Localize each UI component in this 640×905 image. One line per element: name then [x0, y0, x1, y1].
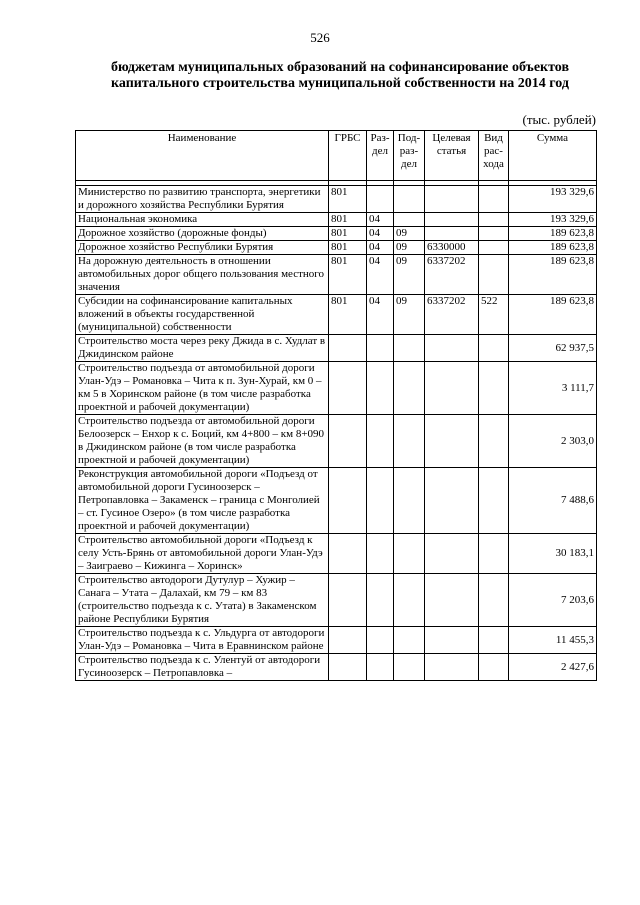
table-row	[76, 627, 597, 654]
cell-grbs	[329, 468, 367, 534]
table-row	[76, 255, 597, 295]
cell-podrazdel	[394, 362, 425, 415]
cell-tselevaya	[425, 627, 479, 654]
cell-tselevaya: 6330000	[425, 241, 479, 255]
cell-podrazdel: 09	[394, 295, 425, 335]
cell-razdel: 04	[367, 241, 394, 255]
cell-tselevaya	[425, 574, 479, 627]
cell-razdel: 04	[367, 255, 394, 295]
cell-name: Строительство подъезда от автомобильной дороги Улан-Удэ – Романовка – Чита к п. Зун-Хурай, км 0 – км 5 в Хоринском районе (в том числе разработка проектной и рабочей документации)	[76, 362, 329, 415]
column-header-razdel: Раз-дел	[367, 131, 394, 181]
column-header-name: Наименование	[76, 131, 329, 181]
cell-razdel	[367, 468, 394, 534]
cell-razdel	[367, 654, 394, 681]
cell-grbs	[329, 654, 367, 681]
cell-vid	[479, 362, 509, 415]
cell-podrazdel	[394, 415, 425, 468]
cell-grbs: 801	[329, 295, 367, 335]
cell-name: Дорожное хозяйство Республики Бурятия	[76, 241, 329, 255]
cell-razdel	[367, 627, 394, 654]
cell-tselevaya	[425, 186, 479, 213]
cell-podrazdel	[394, 213, 425, 227]
cell-podrazdel	[394, 335, 425, 362]
cell-vid	[479, 627, 509, 654]
cell-podrazdel: 09	[394, 241, 425, 255]
cell-tselevaya	[425, 227, 479, 241]
cell-vid	[479, 415, 509, 468]
cell-grbs	[329, 335, 367, 362]
cell-name: Национальная экономика	[76, 213, 329, 227]
cell-vid	[479, 574, 509, 627]
cell-tselevaya	[425, 213, 479, 227]
cell-vid	[479, 335, 509, 362]
table-row	[76, 534, 597, 574]
cell-summa: 189 623,8	[509, 255, 597, 295]
cell-name: Строительство подъезда к с. Ульдурга от автодороги Улан-Удэ – Романовка – Чита в Еравнинском районе	[76, 627, 329, 654]
cell-vid: 522	[479, 295, 509, 335]
cell-razdel	[367, 574, 394, 627]
cell-razdel	[367, 362, 394, 415]
cell-grbs	[329, 627, 367, 654]
cell-vid	[479, 241, 509, 255]
column-header-tselevaya: Целевая статья	[425, 131, 479, 181]
cell-summa: 193 329,6	[509, 186, 597, 213]
cell-vid	[479, 186, 509, 213]
table-row	[76, 415, 597, 468]
cell-tselevaya	[425, 415, 479, 468]
cell-summa: 30 183,1	[509, 534, 597, 574]
cell-tselevaya: 6337202	[425, 255, 479, 295]
table-row	[76, 362, 597, 415]
table-body	[76, 181, 597, 681]
column-header-grbs: ГРБС	[329, 131, 367, 181]
cell-vid	[479, 468, 509, 534]
cell-tselevaya	[425, 654, 479, 681]
cell-tselevaya	[425, 534, 479, 574]
cell-podrazdel	[394, 654, 425, 681]
cell-summa: 189 623,8	[509, 295, 597, 335]
cell-vid	[479, 227, 509, 241]
cell-vid	[479, 654, 509, 681]
cell-summa: 7 203,6	[509, 574, 597, 627]
cell-razdel	[367, 534, 394, 574]
cell-podrazdel	[394, 468, 425, 534]
cell-grbs: 801	[329, 213, 367, 227]
cell-summa: 193 329,6	[509, 213, 597, 227]
cell-tselevaya: 6337202	[425, 295, 479, 335]
table-header-row	[76, 131, 597, 181]
cell-razdel: 04	[367, 295, 394, 335]
cell-tselevaya	[425, 468, 479, 534]
cell-podrazdel	[394, 186, 425, 213]
cell-name: Министерство по развитию транспорта, энергетики и дорожного хозяйства Республики Бурятия	[76, 186, 329, 213]
cell-name: Строительство подъезда от автомобильной дороги Белоозерск – Енхор к с. Боций, км 4+800 – км 8+090 в Джидинском районе (в том числе разработка проектной и рабочей документации)	[76, 415, 329, 468]
cell-grbs: 801	[329, 227, 367, 241]
cell-name: Строительство моста через реку Джида в с. Худлат в Джидинском районе	[76, 335, 329, 362]
cell-name: Субсидии на софинансирование капитальных вложений в объекты государственной (муниципальной) собственности	[76, 295, 329, 335]
cell-podrazdel: 09	[394, 255, 425, 295]
table-row	[76, 213, 597, 227]
document-title: бюджетам муниципальных образований на софинансирование объектов капитального строительства муниципальной собственности на 2014 год	[110, 60, 570, 91]
cell-name: На дорожную деятельность в отношении автомобильных дорог общего пользования местного значения	[76, 255, 329, 295]
page-number: 526	[310, 30, 330, 45]
cell-razdel	[367, 415, 394, 468]
cell-podrazdel	[394, 627, 425, 654]
cell-name: Дорожное хозяйство (дорожные фонды)	[76, 227, 329, 241]
table-row	[76, 335, 597, 362]
cell-grbs	[329, 415, 367, 468]
cell-podrazdel	[394, 534, 425, 574]
cell-razdel	[367, 186, 394, 213]
cell-razdel	[367, 335, 394, 362]
cell-name: Строительство подъезда к с. Улентуй от автодороги Гусиноозерск – Петропавловка –	[76, 654, 329, 681]
cell-name: Строительство автомобильной дороги «Подъезд к селу Усть-Брянь от автомобильной дороги Улан-Удэ – Заиграево – Кижинга – Хоринск»	[76, 534, 329, 574]
cell-razdel: 04	[367, 213, 394, 227]
table-row	[76, 295, 597, 335]
cell-summa: 3 111,7	[509, 362, 597, 415]
cell-summa: 189 623,8	[509, 227, 597, 241]
cell-vid	[479, 534, 509, 574]
cell-summa: 62 937,5	[509, 335, 597, 362]
cell-grbs	[329, 534, 367, 574]
cell-summa: 2 427,6	[509, 654, 597, 681]
cell-razdel: 04	[367, 227, 394, 241]
cell-grbs	[329, 362, 367, 415]
cell-tselevaya	[425, 335, 479, 362]
cell-podrazdel: 09	[394, 227, 425, 241]
cell-name: Реконструкция автомобильной дороги «Подъезд от автомобильной дороги Гусиноозерск – Петропавловка – Закаменск – граница с Монголией – ст. Гусиное Озеро» (в том числе разработка проектной и рабочей документации)	[76, 468, 329, 534]
column-header-vid: Вид рас-хода	[479, 131, 509, 181]
table-row	[76, 241, 597, 255]
cell-grbs: 801	[329, 186, 367, 213]
column-header-podrazdel: Под-раз-дел	[394, 131, 425, 181]
units-label: (тыс. рублей)	[522, 112, 596, 127]
cell-grbs: 801	[329, 241, 367, 255]
cell-summa: 189 623,8	[509, 241, 597, 255]
table-row	[76, 186, 597, 213]
table-row	[76, 574, 597, 627]
column-header-summa: Сумма	[509, 131, 597, 181]
table-row	[76, 654, 597, 681]
cell-summa: 11 455,3	[509, 627, 597, 654]
cell-tselevaya	[425, 362, 479, 415]
cell-name: Строительство автодороги Дутулур – Хужир – Санага – Утата – Далахай, км 79 – км 83 (строительство подъезда к с. Утата) в Закаменском районе Республики Бурятия	[76, 574, 329, 627]
cell-podrazdel	[394, 574, 425, 627]
cell-vid	[479, 255, 509, 295]
cell-vid	[479, 213, 509, 227]
table-row	[76, 468, 597, 534]
cell-summa: 2 303,0	[509, 415, 597, 468]
table-row	[76, 227, 597, 241]
budget-table	[75, 130, 597, 681]
cell-summa: 7 488,6	[509, 468, 597, 534]
cell-grbs	[329, 574, 367, 627]
cell-grbs: 801	[329, 255, 367, 295]
